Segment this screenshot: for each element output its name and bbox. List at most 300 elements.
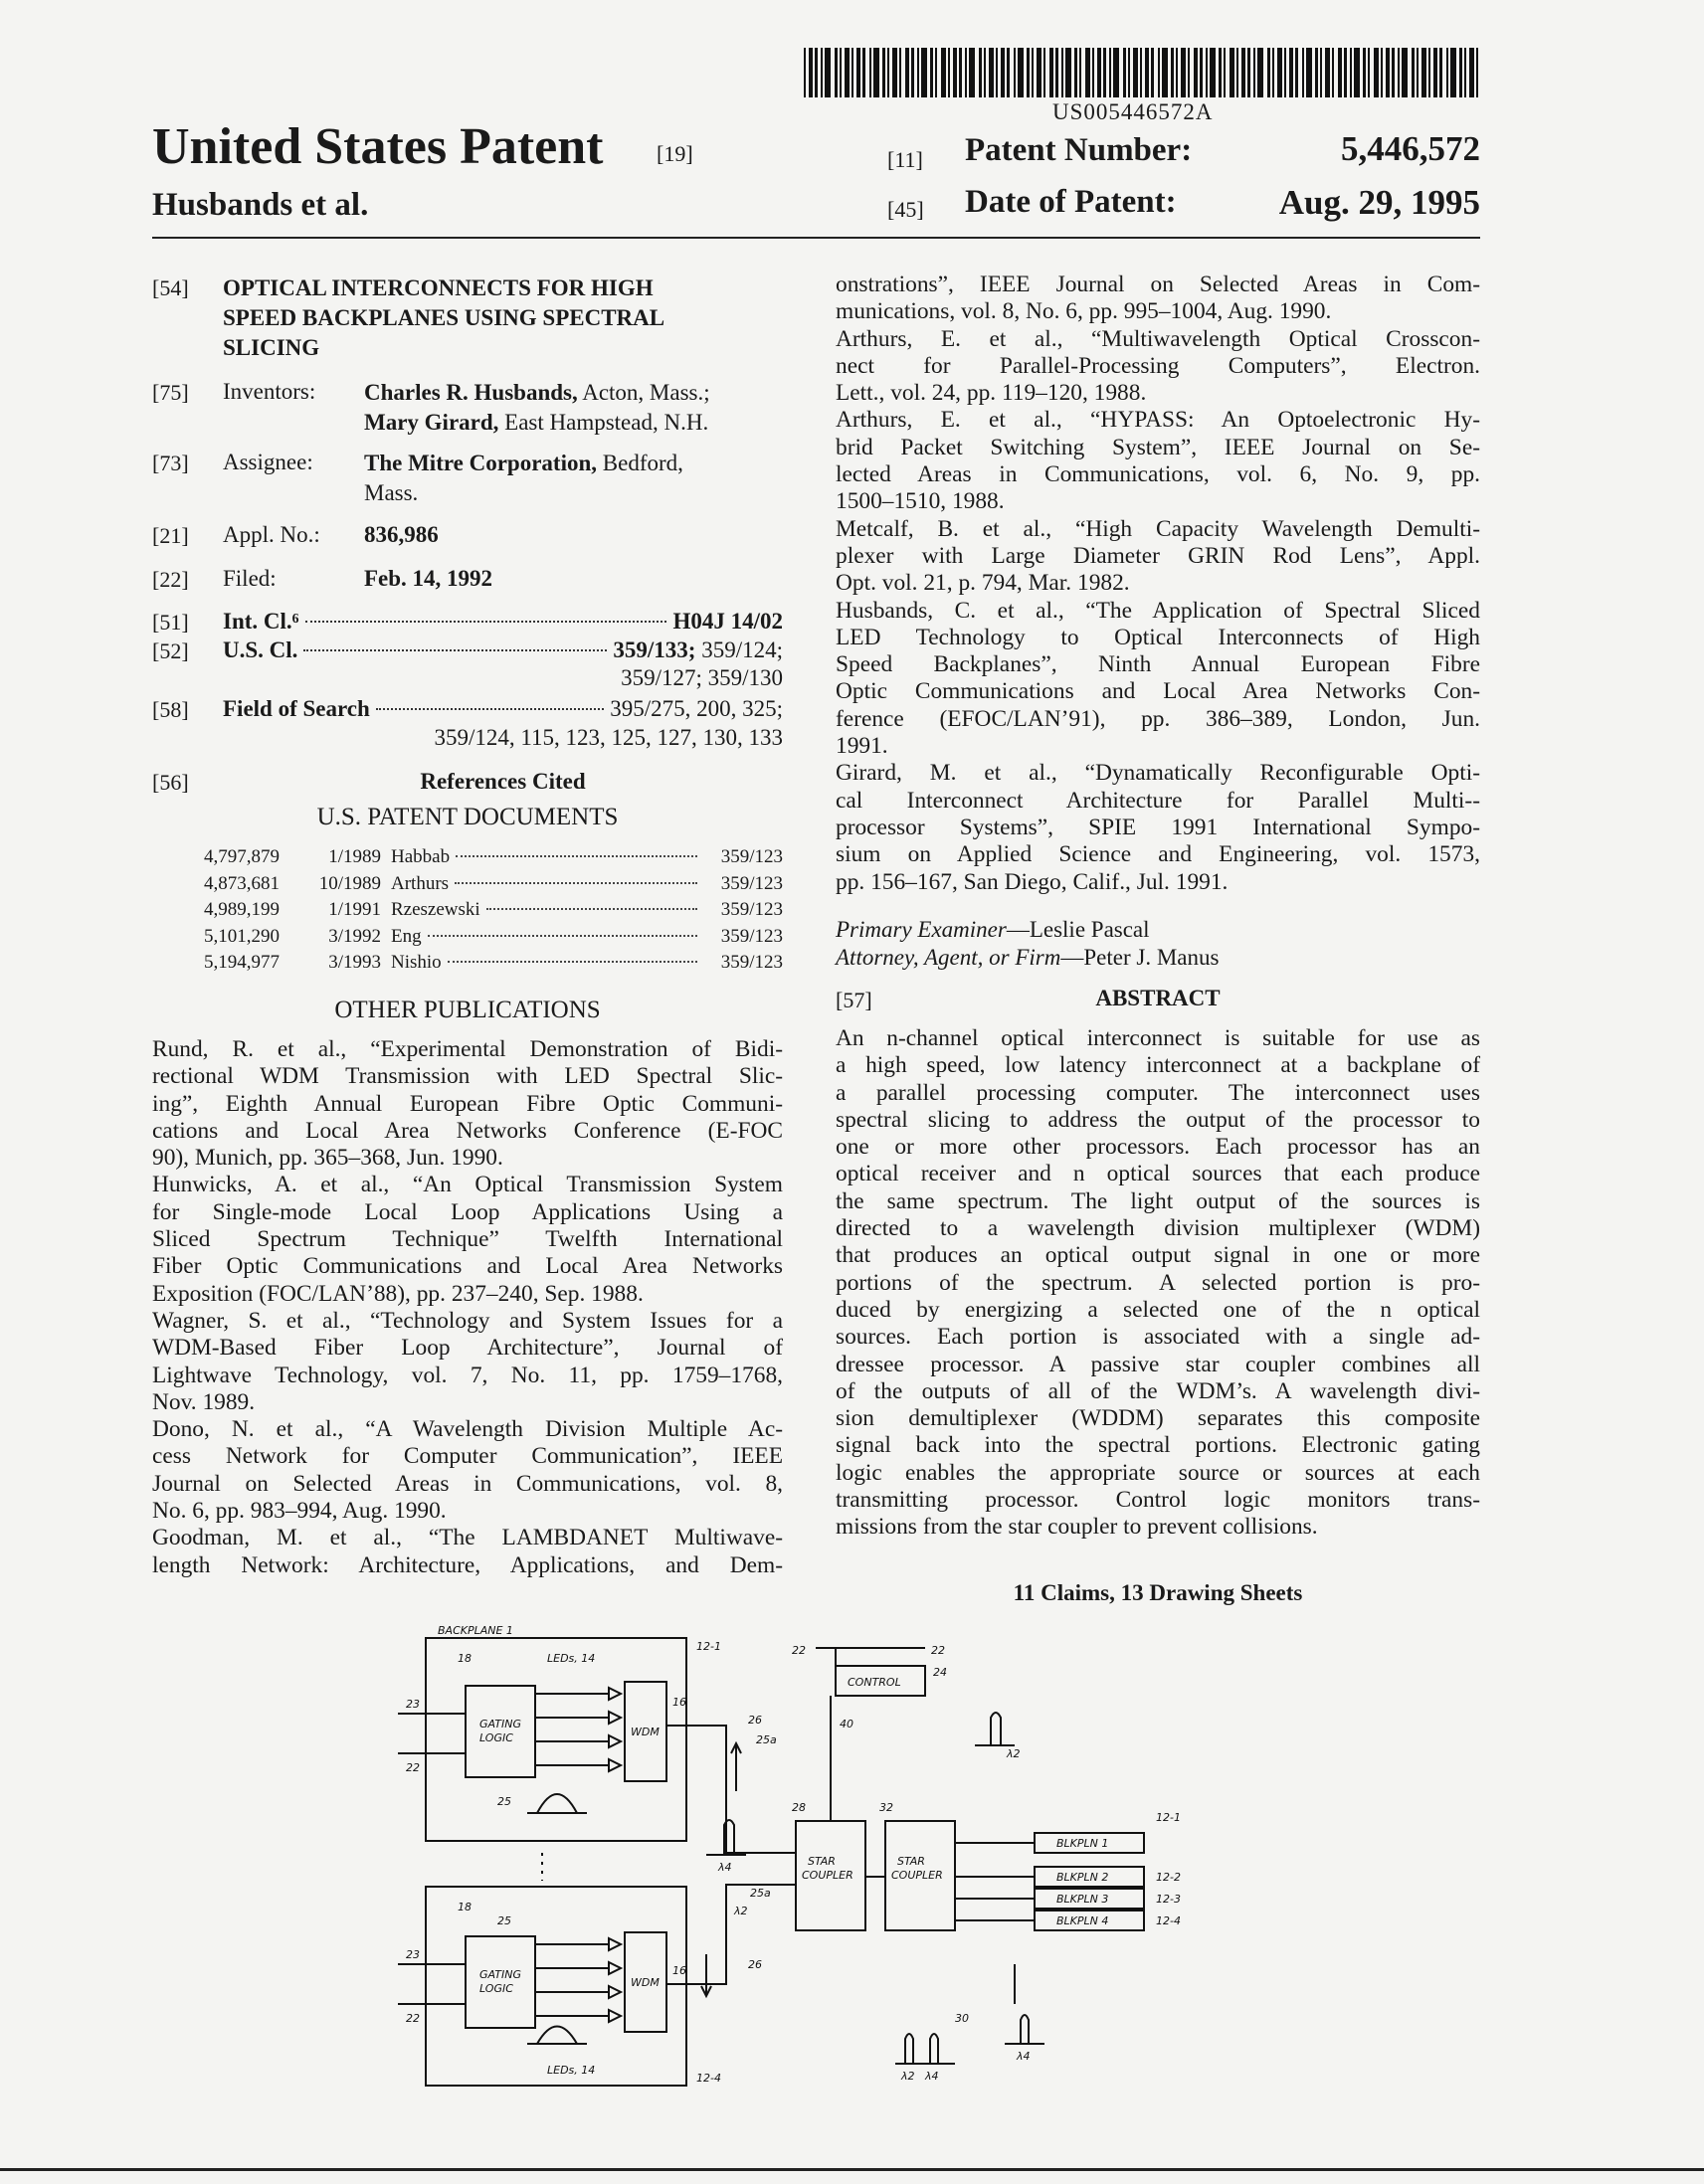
reference-row <box>204 844 783 871</box>
barcode-bar <box>941 48 946 97</box>
barcode-bar <box>1065 48 1071 97</box>
filed-label: Filed: <box>223 566 277 591</box>
barcode-bar <box>1113 48 1119 97</box>
abstract-line: optical receiver and n optical sources that each produce <box>836 1161 1480 1187</box>
barcode-bar <box>856 48 860 97</box>
ref-18: 18 <box>458 1901 472 1913</box>
barcode-bar <box>1354 48 1360 97</box>
us-patent-docs-heading: U.S. PATENT DOCUMENTS <box>316 804 619 830</box>
barcode-bar <box>1103 48 1106 97</box>
star-coupler-label: STAR <box>897 1855 925 1868</box>
barcode-bar <box>1446 48 1448 97</box>
publication-line: plexer with Large Diameter GRIN Rod Lens”, Appl. <box>836 542 1480 569</box>
publication-line: pp. 156–167, San Diego, Calif., Jul. 1991. <box>836 868 1229 895</box>
ref-40: 40 <box>840 1718 853 1730</box>
field-of-search-line2: 359/124, 115, 123, 125, 127, 130, 133 <box>434 725 783 750</box>
ref-25a: 25a <box>756 1733 777 1746</box>
publication-line: cal Interconnect Architecture for Parallel Multi-- <box>836 787 1480 814</box>
barcode-bar <box>1247 48 1250 97</box>
ref-26: 26 <box>748 1714 762 1727</box>
publication-line: Fiber Optic Communications and Local Area Networks <box>152 1253 783 1280</box>
publication-line: sium on Applied Science and Engineering, vol. 1573, <box>836 841 1480 868</box>
publication-line: cess Network for Computer Communication”, IEEE <box>152 1443 783 1470</box>
barcode-bar <box>1224 48 1226 97</box>
lambda-4: λ4 <box>925 2070 939 2083</box>
barcode-bar <box>1363 48 1366 97</box>
barcode-bar <box>1277 48 1282 97</box>
publication-line: Exposition (FOC/LAN’88), pp. 237–240, Sep. 1988. <box>152 1280 644 1307</box>
barcode-bar <box>1325 48 1330 97</box>
attorney-label: Attorney, Agent, or Firm <box>836 945 1061 970</box>
gating-label: LOGIC <box>479 1731 513 1744</box>
wdm-label: WDM <box>631 1726 660 1738</box>
barcode-bar <box>1210 48 1216 97</box>
lambda-2: λ2 <box>1007 1747 1021 1760</box>
ref-12-1: 12-1 <box>696 1640 721 1653</box>
barcode-bar <box>917 48 919 97</box>
barcode-bar <box>1302 48 1304 97</box>
ref-26: 26 <box>748 1958 762 1971</box>
barcode-bar <box>1085 48 1090 97</box>
barcode-bar <box>899 48 901 97</box>
ref-28: 28 <box>792 1801 806 1814</box>
barcode-bar <box>1037 48 1041 97</box>
abstract-line: of the outputs of all of the WDM’s. A wavelength divi- <box>836 1377 1480 1404</box>
barcode-bar <box>1200 48 1203 97</box>
abstract-line: a high speed, low latency interconnect at a backplane of <box>836 1052 1480 1079</box>
publication-line: nect for Parallel-Processing Computers”, Electron. <box>836 352 1480 379</box>
barcode-bar <box>1001 48 1005 97</box>
barcode-bar <box>1428 48 1430 97</box>
title-line: SLICING <box>223 335 320 360</box>
publication-line: processor Systems”, SPIE 1991 International Sympo- <box>836 814 1480 840</box>
blkpln-label: BLKPLN 1 <box>1056 1837 1109 1850</box>
leader-dots <box>376 708 604 710</box>
barcode-bar <box>1417 48 1419 97</box>
abstract-line: transmitting processor. Control logic monitors trans- <box>836 1487 1480 1514</box>
star-coupler-label: STAR <box>808 1855 836 1868</box>
barcode-bar <box>882 48 885 97</box>
ref-25a: 25a <box>750 1887 771 1900</box>
barcode-bar <box>1158 48 1160 97</box>
publication-line: 1500–1510, 1988. <box>836 488 1005 515</box>
ref-16: 16 <box>672 1696 686 1709</box>
barcode-bar <box>1241 48 1245 97</box>
lambda-4: λ4 <box>1017 2050 1031 2063</box>
reference-row <box>204 897 783 924</box>
inventors-value <box>364 378 710 438</box>
publication-line: Girard, M. et al., “Dynamatically Reconfigurable Opti- <box>836 760 1480 787</box>
int-cl-row <box>223 608 783 635</box>
control-label: CONTROL <box>848 1676 901 1689</box>
us-cl-line2: 359/127; 359/130 <box>621 665 783 690</box>
inventor-location: East Hampstead, N.H. <box>498 410 709 435</box>
barcode-bar <box>1032 48 1034 97</box>
barcode-bar <box>1109 48 1111 97</box>
barcode-bar <box>862 48 865 97</box>
int-cl-value: H04J 14/02 <box>672 609 783 634</box>
reference-class: 359/123 <box>720 952 783 973</box>
barcode-bar <box>840 48 842 97</box>
code-54: [54] <box>152 275 189 300</box>
ref-12-1: 12-1 <box>1156 1811 1181 1824</box>
abstract-heading: ABSTRACT <box>1095 986 1221 1010</box>
publication-line: Nov. 1989. <box>152 1388 256 1415</box>
abstract-line: An n-channel optical interconnect is suitable for use as <box>836 1025 1480 1051</box>
barcode-bar <box>1284 48 1286 97</box>
barcode-bar <box>1412 48 1415 97</box>
publication-line: Sliced Spectrum Technique” Twelfth International <box>152 1226 783 1253</box>
barcode-bar <box>921 48 927 97</box>
code-56: [56] <box>152 770 189 795</box>
barcode-bar <box>1133 48 1138 97</box>
title-code: [19] <box>657 141 693 166</box>
reference-number: 5,194,977 <box>204 952 280 973</box>
publication-line: 90), Munich, pp. 365–368, Jun. 1990. <box>152 1145 503 1172</box>
backplane-label: BACKPLANE 1 <box>438 1626 513 1637</box>
barcode-bar <box>804 48 806 97</box>
patent-number: 5,446,572 <box>1341 129 1480 168</box>
publication-line: Arthurs, E. et al., “HYPASS: An Optoelectronic Hy- <box>836 407 1480 434</box>
ref-18: 18 <box>458 1652 472 1665</box>
code-73: [73] <box>152 451 189 475</box>
barcode-number: US005446572A <box>1052 99 1214 124</box>
abstract-line: spectral slicing to address the output of the processor to <box>836 1106 1480 1133</box>
ref-24: 24 <box>933 1666 947 1679</box>
barcode-bar <box>1230 48 1234 97</box>
publication-line: Journal on Selected Areas in Communications, vol. 8, <box>152 1470 783 1497</box>
barcode-bar <box>869 48 871 97</box>
blkpln-label: BLKPLN 2 <box>1056 1871 1109 1884</box>
date-label: Date of Patent: <box>965 184 1177 220</box>
barcode-bar <box>1257 48 1263 97</box>
code-22: [22] <box>152 567 189 592</box>
barcode-bar <box>1014 48 1016 97</box>
ref-22: 22 <box>792 1644 806 1657</box>
title-line: SPEED BACKPLANES USING SPECTRAL <box>223 305 665 330</box>
field-of-search-value: 395/275, 200, 325; <box>610 696 783 721</box>
barcode-bar <box>1402 48 1408 97</box>
publication-line: Wagner, S. et al., “Technology and System Issues for a <box>152 1307 783 1334</box>
barcode-bar <box>959 48 962 97</box>
gating-label: LOGIC <box>479 1982 513 1995</box>
barcode-bar <box>1055 48 1058 97</box>
ref-12-2: 12-2 <box>1156 1871 1181 1884</box>
us-cl-value-rest: 359/124; <box>695 637 783 662</box>
barcode-bar <box>1469 48 1474 97</box>
us-patent-references-table <box>204 844 783 977</box>
abstract-line: the same spectrum. The light output of the sources is <box>836 1187 1480 1214</box>
blkpln-label: BLKPLN 4 <box>1056 1914 1109 1927</box>
barcode-bar <box>996 48 998 97</box>
leader-dots <box>428 935 697 937</box>
barcode-bar <box>1459 48 1462 97</box>
int-cl-label: Int. Cl.⁶ <box>223 609 299 634</box>
inventor-name: Mary Girard, <box>364 410 499 435</box>
star-coupler-label: COUPLER <box>802 1869 853 1882</box>
primary-examiner <box>836 917 1150 943</box>
gating-label: GATING <box>479 1718 521 1730</box>
barcode-bar <box>911 48 914 97</box>
publication-line: 1991. <box>836 733 888 760</box>
reference-inventor: Rzeszewski <box>391 899 480 920</box>
ref-22: 22 <box>406 1761 420 1774</box>
reference-inventor: Eng <box>391 925 422 947</box>
reference-date: 1/1989 <box>328 846 381 867</box>
header-rule <box>152 237 1480 239</box>
assignee-location: Mass. <box>364 480 419 505</box>
reference-inventor: Arthurs <box>391 872 450 894</box>
title-line: OPTICAL INTERCONNECTS FOR HIGH <box>223 275 654 300</box>
barcode-bar <box>1306 48 1312 97</box>
barcode-bar <box>1386 48 1390 97</box>
publication-line: length Network: Architecture, Applications, and Dem- <box>152 1551 783 1578</box>
assignee-name: The Mitre Corporation, <box>364 451 598 475</box>
barcode-bar <box>892 48 897 97</box>
publication-line: for Single-mode Local Loop Applications Using a <box>152 1198 783 1225</box>
reference-inventor: Habbab <box>391 846 451 867</box>
barcode-bar <box>1320 48 1322 97</box>
code-51: [51] <box>152 610 189 635</box>
barcode-bar <box>1145 48 1149 97</box>
field-of-search-row <box>223 695 783 722</box>
reference-number: 4,797,879 <box>204 846 280 867</box>
code-21: [21] <box>152 523 189 548</box>
ref-25: 25 <box>497 1914 511 1927</box>
barcode-bar <box>1421 48 1426 97</box>
barcode-bar <box>1464 48 1466 97</box>
barcode-bar <box>1433 48 1437 97</box>
barcode-bar <box>1043 48 1045 97</box>
ref-16: 16 <box>672 1964 686 1977</box>
lambda-2: λ2 <box>901 2070 915 2083</box>
publication-line: munications, vol. 8, No. 6, pp. 995–1004, Aug. 1990. <box>836 298 1332 325</box>
barcode-bar <box>989 48 994 97</box>
abstract-line: logic enables the appropriate source or sources at each <box>836 1459 1480 1486</box>
abstract-line: directed to a wavelength division multiplexer (WDM) <box>836 1215 1480 1242</box>
lambda-2: λ2 <box>734 1905 748 1917</box>
abstract-line: sources. Each portion is associated with a single ad- <box>836 1324 1480 1351</box>
publication-line: ing”, Eighth Annual European Fibre Optic Communi- <box>152 1090 783 1117</box>
reference-number: 4,989,199 <box>204 899 280 920</box>
barcode-bar <box>1123 48 1126 97</box>
date-code: [45] <box>887 197 924 222</box>
publication-line: Lett., vol. 24, pp. 119–120, 1988. <box>836 380 1147 407</box>
abstract-line: a parallel processing computer. The interconnect uses <box>836 1079 1480 1106</box>
patent-number-label: Patent Number: <box>965 132 1193 168</box>
patent-number-code: [11] <box>887 147 923 172</box>
star-coupler-label: COUPLER <box>891 1869 943 1882</box>
appl-no-value: 836,986 <box>364 522 439 547</box>
abstract-line: duced by energizing a selected one of the n optical <box>836 1296 1480 1323</box>
reference-inventor: Nishio <box>391 952 442 973</box>
barcode-bar <box>1176 48 1178 97</box>
barcode-bar <box>969 48 975 97</box>
barcode-bar <box>948 48 950 97</box>
barcode-bar <box>1007 48 1010 97</box>
barcode-bar <box>965 48 967 97</box>
publication-line: Metcalf, B. et al., “High Capacity Wavelength Demulti- <box>836 515 1480 542</box>
authors: Husbands et al. <box>152 187 369 223</box>
primary-examiner-label: Primary Examiner <box>836 917 1007 942</box>
reference-number: 4,873,681 <box>204 872 280 894</box>
ref-12-3: 12-3 <box>1156 1893 1181 1906</box>
barcode-bar <box>984 48 986 97</box>
barcode-bar <box>1074 48 1077 97</box>
us-cl-value-main: 359/133; <box>613 637 696 662</box>
abstract-line: missions from the star coupler to prevent collisions. <box>836 1514 1318 1541</box>
assignee-value <box>364 449 683 508</box>
patent-date: Aug. 29, 1995 <box>1278 183 1480 222</box>
publication-line: WDM-Based Fiber Loop Architecture”, Journal of <box>152 1335 783 1362</box>
barcode-bar <box>1140 48 1142 97</box>
code-58: [58] <box>152 697 189 722</box>
abstract-line: one or more other processors. Each processor has an <box>836 1134 1480 1161</box>
barcode-bar <box>1439 48 1442 97</box>
barcode-bar <box>979 48 982 97</box>
reference-date: 3/1993 <box>328 952 381 973</box>
reference-date: 3/1992 <box>328 925 381 947</box>
code-57: [57] <box>836 988 872 1012</box>
ref-23: 23 <box>406 1948 420 1961</box>
inventor-location: Acton, Mass.; <box>577 380 710 405</box>
assignee-label: Assignee: <box>223 450 313 474</box>
leader-dots <box>303 649 607 651</box>
publication-line: brid Packet Switching System”, IEEE Journal on Se- <box>836 434 1480 460</box>
reference-row <box>204 871 783 898</box>
publication-line: Rund, R. et al., “Experimental Demonstration of Bidi- <box>152 1036 783 1062</box>
barcode-bar <box>825 48 831 97</box>
publication-line: lected Areas in Communications, vol. 6, No. 9, pp. <box>836 461 1480 488</box>
abstract-line: signal back into the spectral portions. Electronic gating <box>836 1432 1480 1459</box>
leader-dots <box>456 855 697 857</box>
abstract-line: sion demultiplexer (WDDM) separates this composite <box>836 1405 1480 1432</box>
barcode-bar <box>1476 48 1478 97</box>
barcode-bar <box>1368 48 1370 97</box>
leds-label: LEDs, 14 <box>547 1652 596 1665</box>
other-publications-left <box>152 1036 783 1579</box>
publication-line: Goodman, M. et al., “The LAMBDANET Multiwave- <box>152 1525 783 1551</box>
ref-12-4: 12-4 <box>1156 1914 1181 1927</box>
publication-line: Hunwicks, A. et al., “An Optical Transmission System <box>152 1172 783 1198</box>
publication-line: Opt. vol. 21, p. 794, Mar. 1982. <box>836 570 1130 597</box>
publication-line: ference (EFOC/LAN’91), pp. 386–389, London, Jun. <box>836 705 1480 732</box>
barcode-image <box>804 48 1480 97</box>
gating-label: GATING <box>479 1968 521 1981</box>
reference-class: 359/123 <box>720 872 783 894</box>
claims-summary: 11 Claims, 13 Drawing Sheets <box>1013 1580 1303 1605</box>
barcode-bar <box>1092 48 1094 97</box>
invention-title <box>223 273 664 363</box>
barcode-bar <box>845 48 850 97</box>
barcode-bar <box>1450 48 1456 97</box>
barcode-bar <box>1128 48 1130 97</box>
ref-32: 32 <box>879 1801 893 1814</box>
abstract-line: dressee processor. A passive star coupler combines all <box>836 1351 1480 1377</box>
barcode-bar <box>1097 48 1101 97</box>
publication-line: Dono, N. et al., “A Wavelength Division Multiple Ac- <box>152 1416 783 1443</box>
barcode-bar <box>873 48 879 97</box>
barcode-bar <box>1151 48 1154 97</box>
publication-line: No. 6, pp. 983–994, Aug. 1990. <box>152 1498 447 1525</box>
barcode-bar <box>821 48 823 97</box>
publication-line: cations and Local Area Networks Conference (E-FOC <box>152 1117 783 1144</box>
appl-no-label: Appl. No.: <box>223 522 320 547</box>
lambda-4: λ4 <box>718 1861 732 1874</box>
barcode-bar <box>1079 48 1081 97</box>
ref-30: 30 <box>955 2012 969 2025</box>
publication-line: Optic Communications and Local Area Networks Con- <box>836 678 1480 705</box>
ref-22: 22 <box>406 2012 420 2025</box>
references-cited-heading: References Cited <box>420 769 586 794</box>
barcode-bar <box>1350 48 1352 97</box>
barcode-bar <box>1374 48 1379 97</box>
barcode-bar <box>1188 48 1190 97</box>
reference-row <box>204 950 783 977</box>
barcode-bar <box>815 48 818 97</box>
reference-date: 10/1989 <box>318 872 381 894</box>
leds-label: LEDs, 14 <box>547 2064 596 2077</box>
field-of-search-label: Field of Search <box>223 696 370 721</box>
leader-dots <box>486 908 697 910</box>
publication-line: Arthurs, E. et al., “Multiwavelength Optical Crosscon- <box>836 325 1480 352</box>
barcode-bar <box>1206 48 1208 97</box>
publication-line: Lightwave Technology, vol. 7, No. 11, pp. 1759–1768, <box>152 1362 783 1388</box>
leader-dots <box>305 621 667 623</box>
reference-row <box>204 924 783 951</box>
barcode-bar <box>1194 48 1198 97</box>
barcode-bar <box>935 48 937 97</box>
barcode-bar <box>887 48 889 97</box>
abstract-line: portions of the spectrum. A selected portion is pro- <box>836 1269 1480 1296</box>
reference-date: 1/1991 <box>328 899 381 920</box>
publication-line: Husbands, C. et al., “The Application of Spectral Sliced <box>836 597 1480 624</box>
barcode-bar <box>1049 48 1053 97</box>
inventors-label: Inventors: <box>223 379 316 404</box>
barcode-bar <box>1332 48 1334 97</box>
blkpln-label: BLKPLN 3 <box>1056 1893 1109 1906</box>
barcode-bar <box>1295 48 1298 97</box>
barcode-bar <box>1253 48 1255 97</box>
ref-22: 22 <box>931 1644 945 1657</box>
ref-25: 25 <box>497 1795 511 1808</box>
code-75: [75] <box>152 380 189 405</box>
barcode-bar <box>930 48 933 97</box>
publication-line: Speed Backplanes”, Ninth Annual European Fibre <box>836 651 1480 678</box>
barcode-bar <box>1219 48 1222 97</box>
barcode-bar <box>1061 48 1063 97</box>
ref-23: 23 <box>406 1698 420 1711</box>
inventor-name: Charles R. Husbands, <box>364 380 578 405</box>
barcode-bar <box>1338 48 1342 97</box>
other-publications-heading: OTHER PUBLICATIONS <box>334 997 601 1023</box>
barcode-bar <box>835 48 838 97</box>
barcode-bar <box>1289 48 1293 97</box>
abstract-line: that produces an optical output signal in one or more <box>836 1242 1480 1269</box>
barcode-bar <box>1027 48 1030 97</box>
barcode-bar <box>1018 48 1024 97</box>
barcode-bar <box>1398 48 1400 97</box>
primary-examiner-name: —Leslie Pascal <box>1006 917 1150 942</box>
reference-class: 359/123 <box>720 899 783 920</box>
ref-12-4: 12-4 <box>696 2072 721 2085</box>
barcode-bar <box>1171 48 1174 97</box>
leader-dots <box>448 961 697 963</box>
other-publications-right <box>836 272 1480 896</box>
reference-class: 359/123 <box>720 925 783 947</box>
barcode-bar <box>1181 48 1186 97</box>
bottom-rule <box>0 2168 1704 2171</box>
